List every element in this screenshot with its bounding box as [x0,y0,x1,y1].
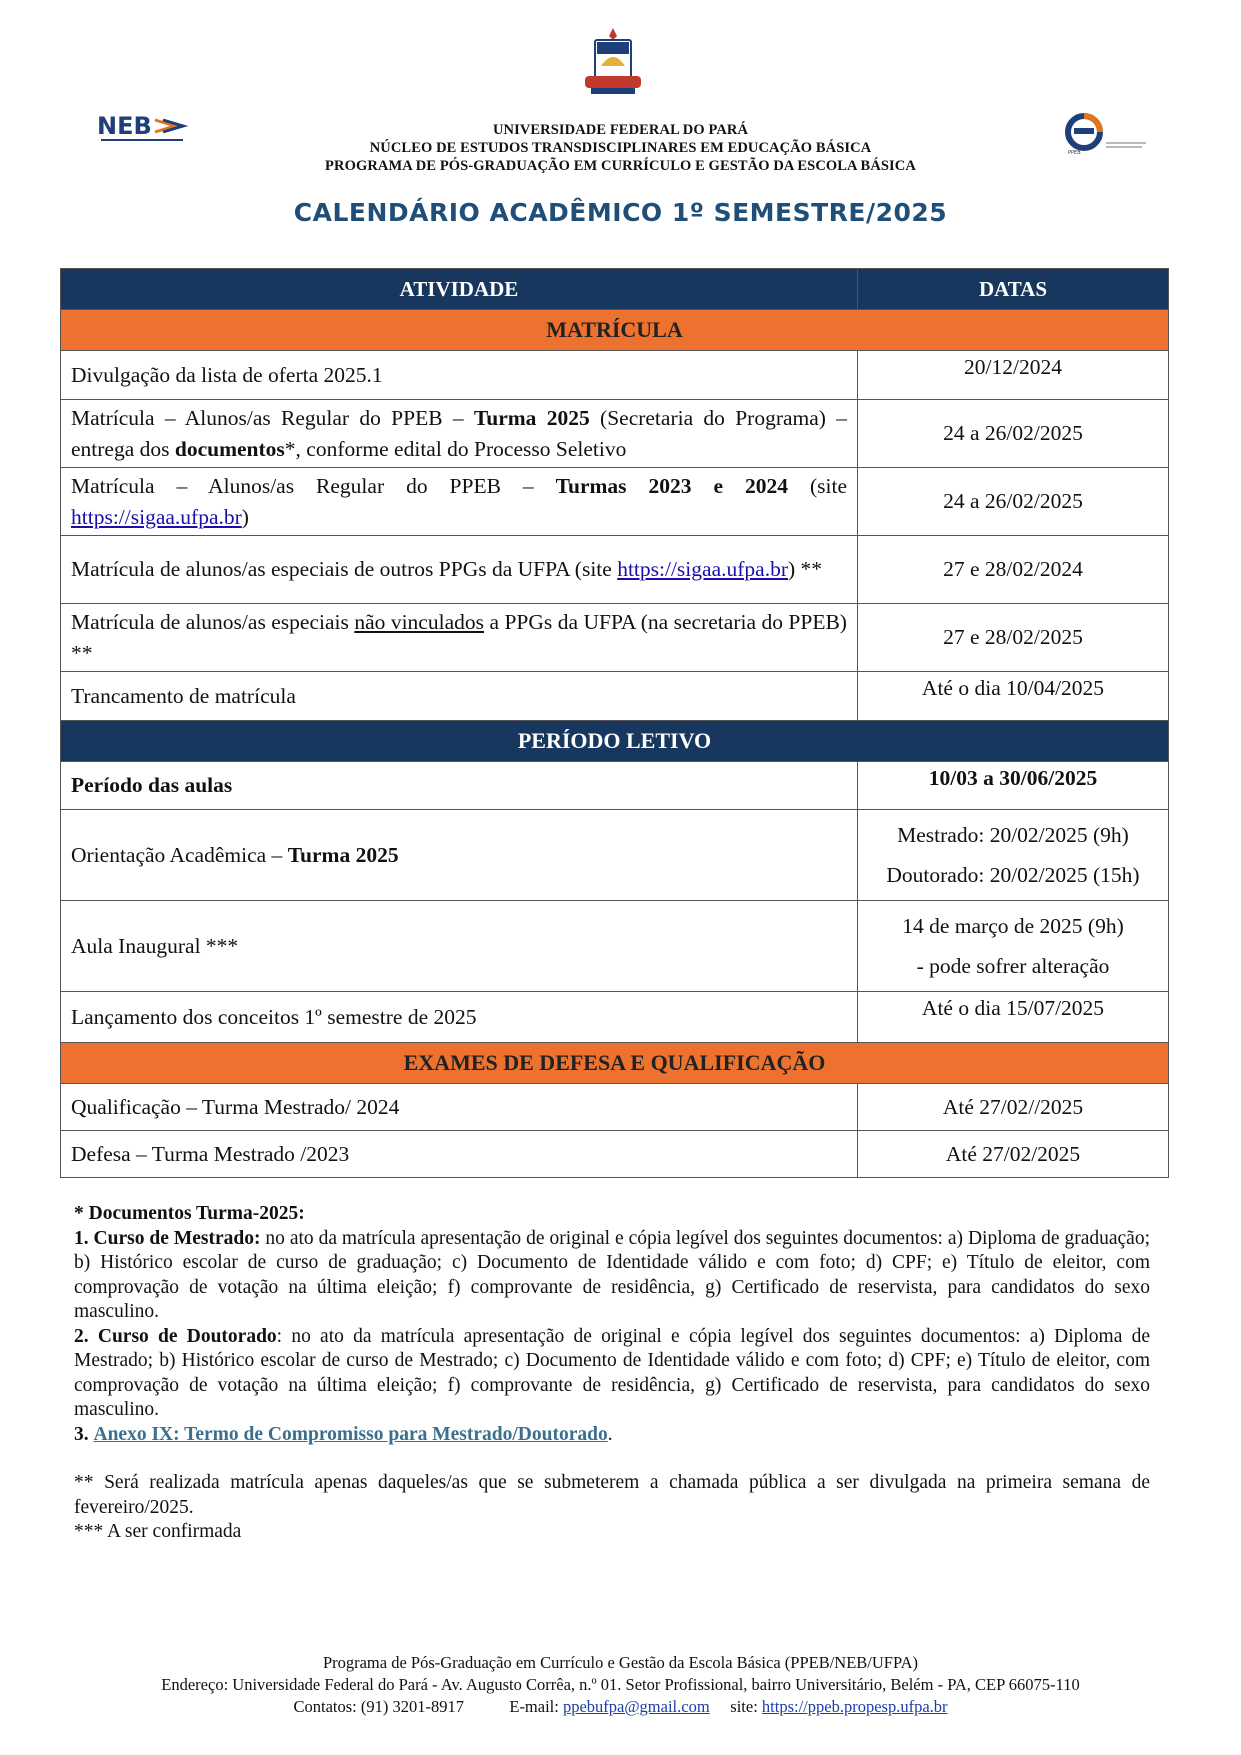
activity-cell: Defesa – Turma Mestrado /2023 [61,1131,858,1178]
date-cell [858,810,1169,901]
activity-bold: documentos [174,436,285,461]
activity-text: Matrícula – Alunos/as Regular do PPEB – [71,473,556,498]
sigaa-link[interactable]: https://sigaa.ufpa.br [617,557,788,581]
activity-text: (Secretaria do Programa) – entrega dos [71,405,848,461]
activity-cell: Qualificação – Turma Mestrado/ 2024 [61,1084,858,1131]
activity-text: ) [241,504,249,529]
table-row [61,810,1169,901]
table-row [61,536,1169,604]
neb-logo-text: NEB [97,112,152,140]
activity-bold: Turma 2025 [287,842,399,867]
activity-cell: Trancamento de matrícula [61,672,858,721]
activity-text: Matrícula de alunos/as especiais de outros PPGs da UFPA (site [71,557,618,581]
footer-site-link[interactable]: https://ppeb.propesp.ufpa.br [761,1697,948,1716]
footer-phone: Contatos: (91) 3201-8917 [293,1697,464,1716]
table-header-row [61,269,1169,310]
note-double-asterisk: ** Será realizada matrícula apenas daqueles/as que se submeterem a chamada pública a ser divulgada na primeira semana de fevereiro/2025. [74,1472,1150,1518]
section-exames [61,1043,1169,1084]
page-title: CALENDÁRIO ACADÊMICO 1º SEMESTRE/2025 [293,198,948,227]
activity-text: Orientação Acadêmica – [71,842,288,867]
activity-cell [61,604,858,672]
university-name: UNIVERSIDADE FEDERAL DO PARÁ [492,122,749,138]
activity-bold: Turmas 2023 e 2024 [555,473,788,498]
footer-site-label: site: [730,1697,758,1716]
calendar-table [60,268,1169,1178]
note-mestrado [74,1227,1150,1325]
ppeb-logo-text: PPEB [1068,150,1081,156]
activity-cell: Aula Inaugural *** [61,901,858,992]
date-cell: 24 a 26/02/2025 [858,400,1169,468]
section-title: MATRÍCULA [61,310,1169,351]
anexo-ix-link[interactable]: Anexo IX: Termo de Compromisso para Mestrado/Doutorado [93,1423,608,1445]
col-header-dates: DATAS [858,269,1169,310]
note-label: 1. Curso de Mestrado: [74,1227,261,1249]
activity-cell: Divulgação da lista de oferta 2025.1 [61,351,858,400]
note-label: 2. Curso de Doutorado [74,1325,277,1347]
section-title: EXAMES DE DEFESA E QUALIFICAÇÃO [61,1043,1169,1084]
activity-text: *, conforme edital do Processo Seletivo [284,436,627,461]
table-row [61,1084,1169,1131]
date-cell: Até 27/02/2025 [858,1131,1169,1178]
activity-bold: Turma 2025 [473,405,590,430]
date-cell: 27 e 28/02/2025 [858,604,1169,672]
table-row [61,762,1169,810]
activity-text: Matrícula de alunos/as especiais [71,609,355,634]
table-row [61,992,1169,1043]
activity-text: ) ** [787,557,823,581]
activity-text: a PPGs da UFPA (na secretaria do PPEB) ** [71,609,847,665]
date-cell: Até 27/02//2025 [858,1084,1169,1131]
date-cell [858,901,1169,992]
date-cell: Até o dia 10/04/2025 [858,672,1169,721]
ufpa-crest-logo [577,26,649,106]
notes-section [74,1202,1150,1545]
note-text: no ato da matrícula apresentação de original e cópia legível dos seguintes documentos: a) Diploma de graduação; b) Histórico escolar de curso de graduação; c) Documento de Identidade válido e com foto; d) CPF; e) Título de eleitor, com comprovação de votação na última eleição; f) comprovante de residência, g) Certificado de reservista, para candidatos do sexo masculino. [74,1227,1150,1322]
date-cell: 24 a 26/02/2025 [858,468,1169,536]
activity-cell [61,810,858,901]
date-cell: Até o dia 15/07/2025 [858,992,1169,1043]
notes-heading: * Documentos Turma-2025: [74,1203,305,1224]
date-line: Mestrado: 20/02/2025 (9h) [897,823,1129,847]
note-doutorado [74,1325,1150,1423]
section-periodo-letivo [61,721,1169,762]
date-cell: 10/03 a 30/06/2025 [858,762,1169,810]
activity-cell: Lançamento dos conceitos 1º semestre de 2025 [61,992,858,1043]
col-header-activity: ATIVIDADE [61,269,858,310]
note-triple-asterisk: *** A ser confirmada [74,1521,242,1542]
note-label: 3. [74,1423,89,1445]
table-row [61,901,1169,992]
footer-email-label: E-mail: [509,1697,559,1716]
table-row [61,468,1169,536]
note-text: . [607,1423,613,1445]
date-line: - pode sofrer alteração [916,954,1110,978]
date-cell: 20/12/2024 [858,351,1169,400]
table-row [61,351,1169,400]
note-anexo [74,1423,1150,1448]
footer-address: Endereço: Universidade Federal do Pará - Av. Augusto Corrêa, n.º 01. Setor Profissional, bairro Universitário, Belém - PA, CEP 66075-110 [161,1675,1080,1694]
section-matricula [61,310,1169,351]
date-line: 14 de março de 2025 (9h) [902,914,1124,938]
section-title: PERÍODO LETIVO [61,721,1169,762]
footer-program: Programa de Pós-Graduação em Currículo e Gestão da Escola Básica (PPEB/NEB/UFPA) [322,1653,919,1672]
nucleus-name: NÚCLEO DE ESTUDOS TRANSDISCIPLINARES EM EDUCAÇÃO BÁSICA [369,140,872,156]
table-row [61,604,1169,672]
activity-text: (site [788,473,847,498]
table-row [61,1131,1169,1178]
table-row [61,672,1169,721]
table-row [61,400,1169,468]
date-line: Doutorado: 20/02/2025 (15h) [886,863,1140,887]
sigaa-link[interactable]: https://sigaa.ufpa.br [71,504,242,529]
program-name: PROGRAMA DE PÓS-GRADUAÇÃO EM CURRÍCULO E GESTÃO DA ESCOLA BÁSICA [325,158,916,174]
date-cell: 27 e 28/02/2024 [858,536,1169,604]
footer-contacts [0,1696,1241,1718]
activity-text: Matrícula – Alunos/as Regular do PPEB – [71,405,474,430]
activity-cell [61,536,858,604]
footer-email-link[interactable]: ppebufpa@gmail.com [562,1697,710,1716]
activity-cell [61,468,858,536]
activity-underlined: não vinculados [354,609,484,634]
note-text: : no ato da matrícula apresentação de original e cópia legível dos seguintes documentos: a) Diploma de Mestrado; b) Histórico escolar de curso de Mestrado; c) Documento de Identidade válido e com foto; d) CPF; e) Título de eleitor, com comprovação de votação na última eleição; f) comprovante de residência, g) Certificado de reservista, para candidatos do sexo masculino. [74,1325,1150,1420]
activity-cell [61,400,858,468]
activity-cell: Período das aulas [61,762,858,810]
